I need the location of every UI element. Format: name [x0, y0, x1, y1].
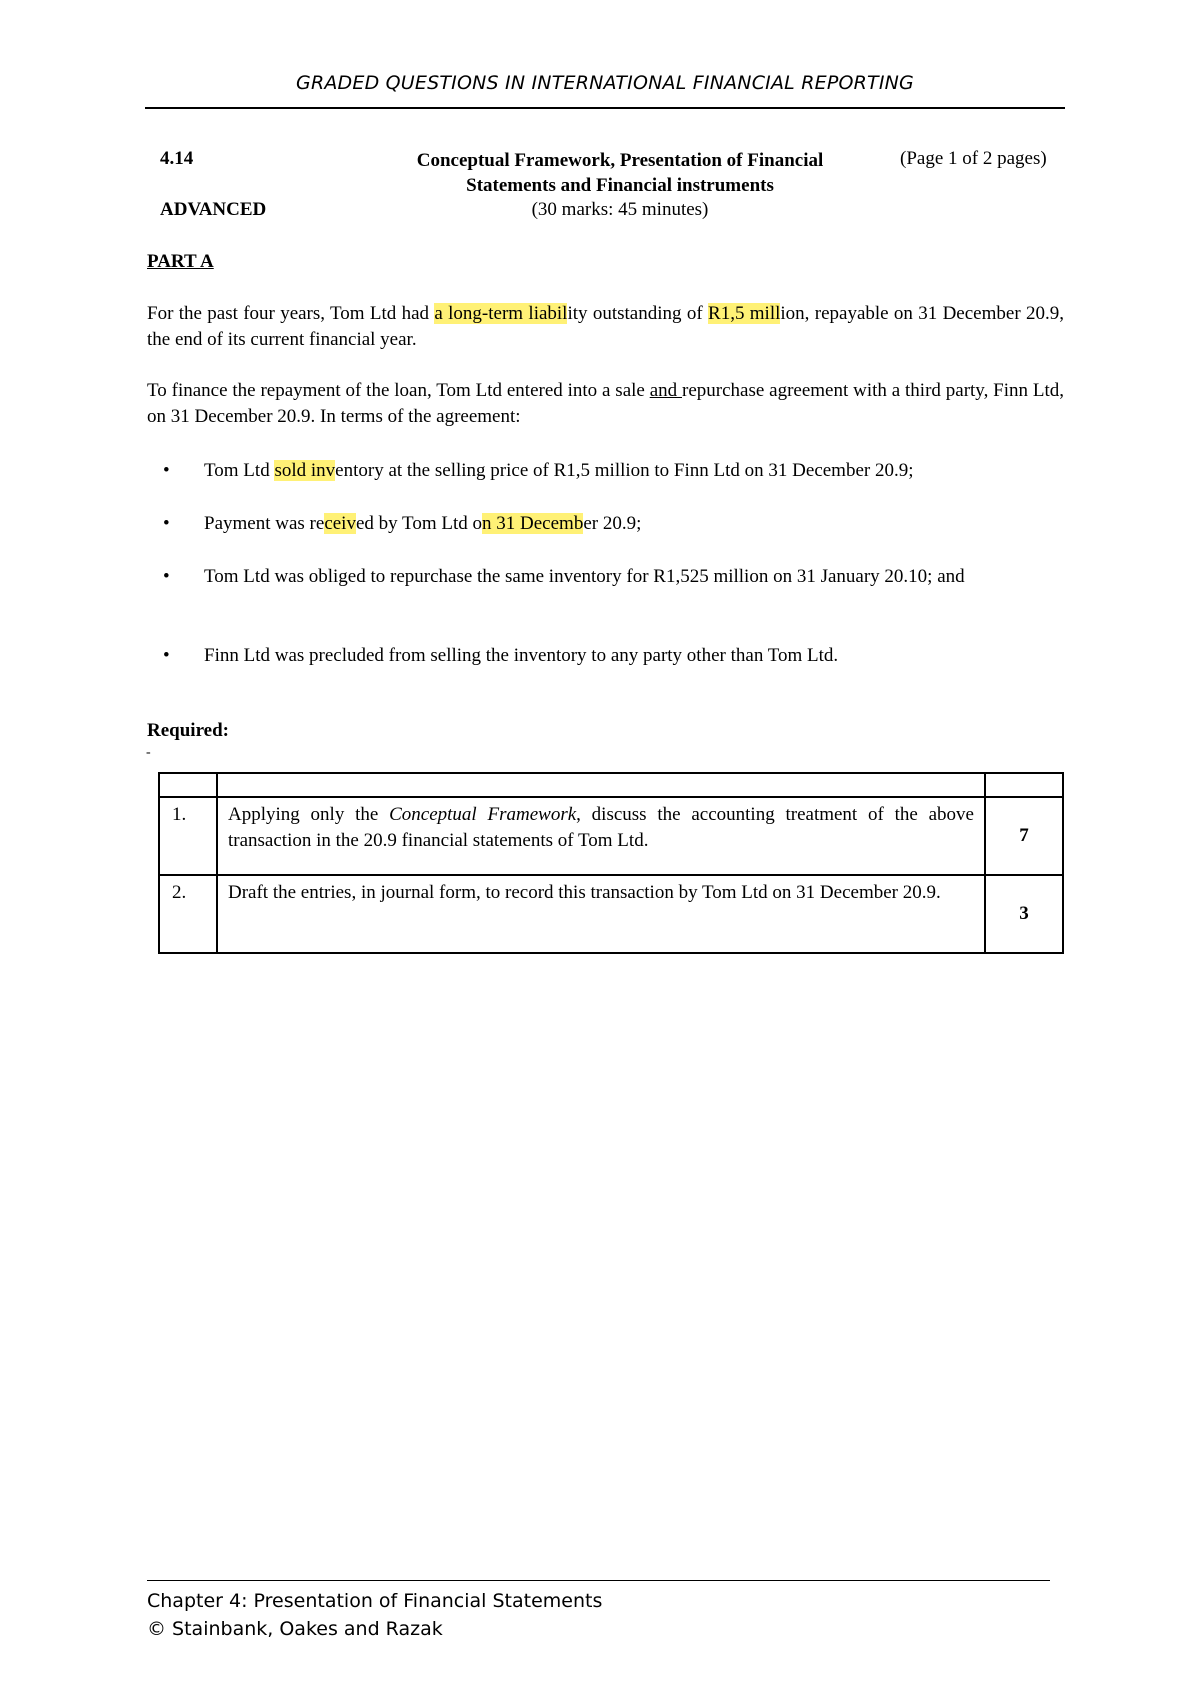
- bullet-text: Tom Ltd was obliged to repurchase the same inventory for R1,525 million on 31 January 20.10; and: [204, 566, 965, 587]
- text-run: ity outstanding of: [567, 303, 709, 324]
- header-rule: [145, 107, 1065, 109]
- requirement-number: 2.: [159, 875, 217, 953]
- table-cell: [985, 773, 1063, 797]
- text-run: Tom Ltd: [204, 460, 275, 481]
- question-title: [375, 148, 865, 198]
- highlighted-text: ceiv: [324, 513, 356, 534]
- text-run: entory at the selling price of R1,5 million to Finn Ltd on 31 December 20.9;: [335, 460, 914, 481]
- question-title-line1: Conceptual Framework, Presentation of Financial: [416, 150, 824, 171]
- table-row: [159, 875, 1063, 953]
- text-run: Applying only the: [228, 804, 390, 825]
- requirement-marks: 3: [985, 875, 1063, 953]
- bullet-icon: •: [163, 513, 170, 534]
- bullet-icon: •: [163, 460, 170, 481]
- table-header-row: [159, 773, 1063, 797]
- text-run: For the past four years, Tom Ltd had: [147, 303, 435, 324]
- requirement-marks: 7: [985, 797, 1063, 875]
- requirement-number: 1.: [159, 797, 217, 875]
- table-cell: [159, 773, 217, 797]
- requirement-text: [217, 797, 985, 875]
- bullet-text: [204, 511, 1064, 537]
- running-header: GRADED QUESTIONS IN INTERNATIONAL FINANCIAL REPORTING: [296, 72, 914, 94]
- table-row: [159, 797, 1063, 875]
- bullet-icon: •: [163, 645, 170, 666]
- question-title-line2: Statements and Financial instruments: [466, 175, 774, 196]
- stray-mark: -: [146, 745, 151, 760]
- italic-text: Conceptual Framework: [389, 804, 577, 825]
- text-run: Payment was re: [204, 513, 325, 534]
- difficulty-level: ADVANCED: [160, 199, 267, 220]
- text-run: ed by Tom Ltd o: [355, 513, 483, 534]
- required-heading: Required:: [147, 720, 229, 741]
- text-run: ion, repayable on 31 December 20.9, the end of its current financial year.: [147, 303, 1064, 350]
- text-run: , discuss the accounting treatment of the above transaction in the 20.9 financial statements of Tom Ltd.: [228, 804, 974, 851]
- highlighted-text: n 31 Decemb: [482, 513, 584, 534]
- text-run: er 20.9;: [583, 513, 642, 534]
- highlighted-text: a long-term liabil: [434, 303, 568, 324]
- table-cell: [217, 773, 985, 797]
- highlighted-text: R1,5 mill: [708, 303, 781, 324]
- bullet-icon: •: [163, 566, 170, 587]
- footer-copyright: © Stainbank, Oakes and Razak: [147, 1618, 443, 1640]
- text-run: repurchase agreement with a third party, Finn Ltd, on 31 December 20.9. In terms of the agreement:: [147, 380, 1064, 427]
- marks-and-time: (30 marks: 45 minutes): [531, 199, 709, 220]
- underlined-text: and: [649, 380, 682, 401]
- paragraph-liability: [147, 301, 1064, 353]
- bullet-text: Finn Ltd was precluded from selling the inventory to any party other than Tom Ltd.: [204, 645, 839, 666]
- text-run: To finance the repayment of the loan, Tom Ltd entered into a sale: [147, 380, 650, 401]
- part-a-heading: PART A: [147, 251, 214, 272]
- question-number: 4.14: [160, 148, 194, 169]
- requirement-text: Draft the entries, in journal form, to record this transaction by Tom Ltd on 31 December 20.9.: [217, 875, 985, 953]
- footer-rule: [147, 1580, 1050, 1581]
- requirements-table: [158, 772, 1064, 954]
- footer-chapter: Chapter 4: Presentation of Financial Statements: [147, 1590, 603, 1612]
- highlighted-text: sold inv: [274, 460, 336, 481]
- bullet-text: [204, 458, 1064, 484]
- page-info: (Page 1 of 2 pages): [900, 148, 1047, 169]
- paragraph-agreement: [147, 378, 1064, 430]
